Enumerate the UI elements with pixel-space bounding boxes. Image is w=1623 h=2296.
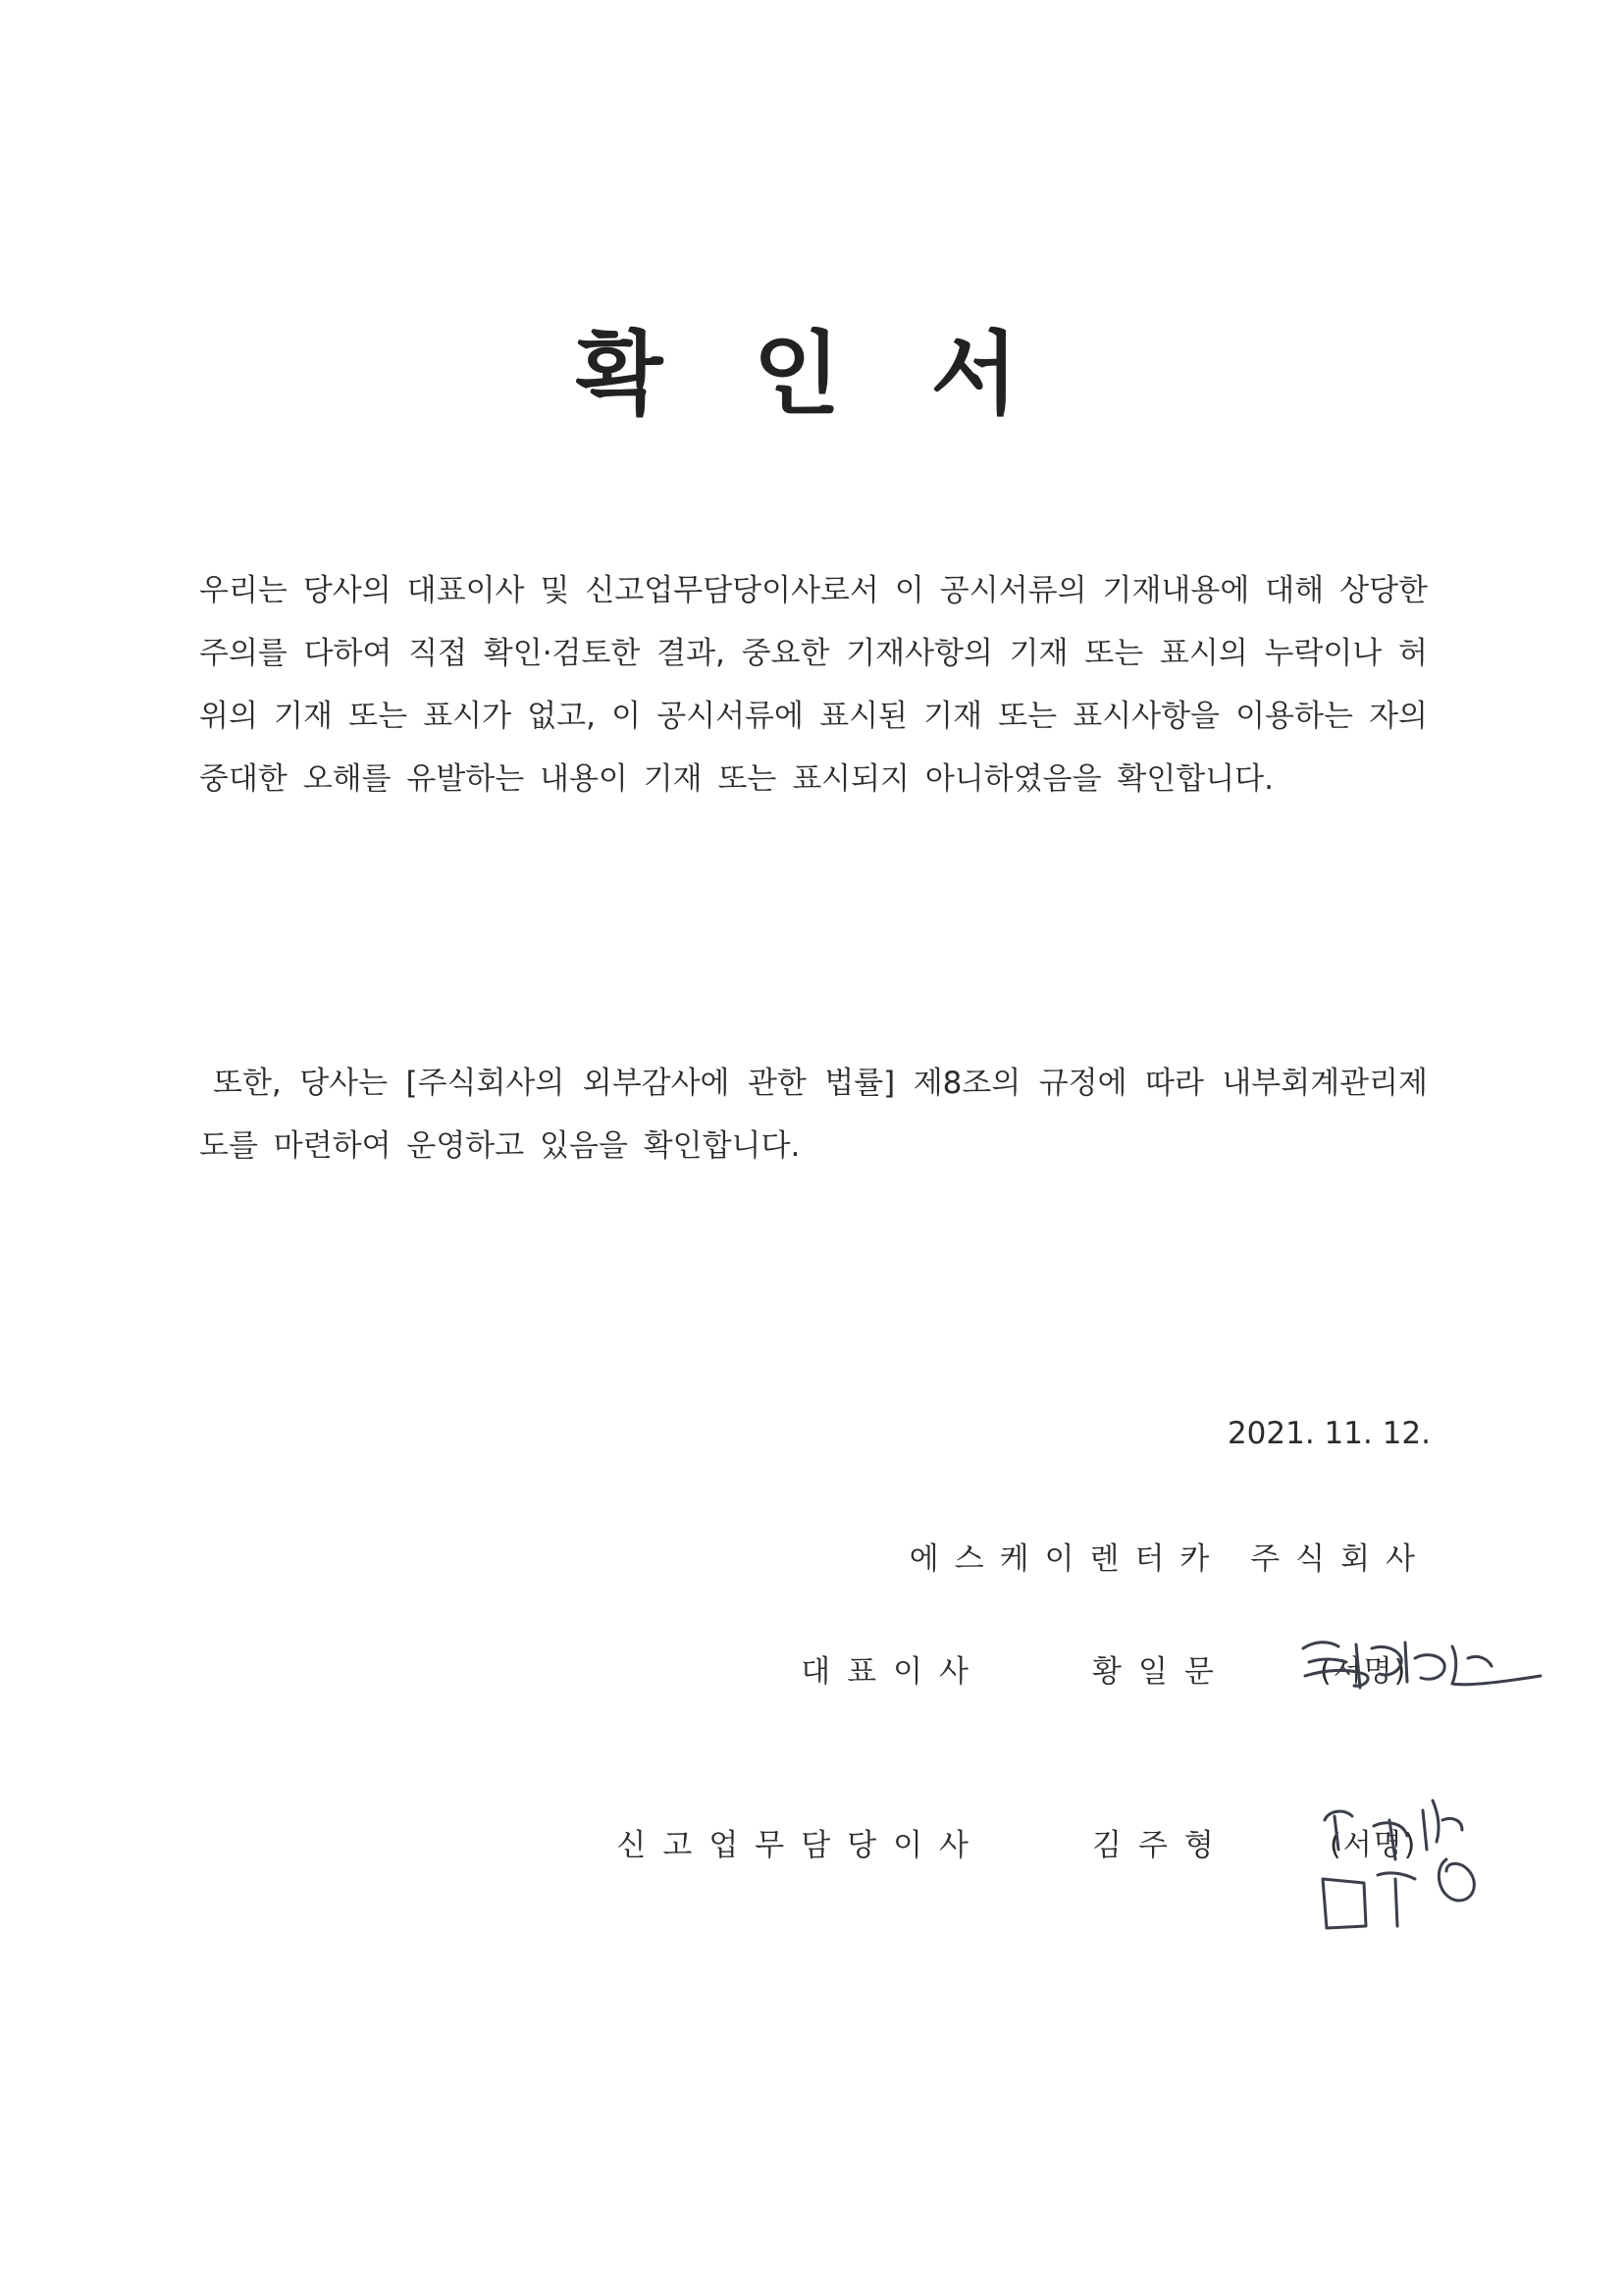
document-date: 2021. 11. 12.	[1227, 1416, 1431, 1451]
signer-role-ceo: 대표이사	[801, 1654, 985, 1690]
signer-role-cfo: 신고업무담당이사	[616, 1828, 985, 1863]
handwritten-signature-cfo	[1305, 1781, 1501, 1938]
company-name: 에스케이렌터카 주식회사	[909, 1541, 1431, 1577]
seal-label-ceo: (서명)	[1320, 1654, 1408, 1689]
signer-name-ceo: 황일문	[1092, 1654, 1230, 1690]
signer-name-cfo: 김주형	[1092, 1828, 1230, 1863]
internal-control-paragraph: 또한, 당사는 [주식회사의 외부감사에 관한 법률] 제8조의 규정에 따라 내부회계관리제도를 마련하여 운영하고 있음을 확인합니다.	[199, 1066, 1428, 1164]
confirmation-paragraph: 우리는 당사의 대표이사 및 신고업무담당이사로서 이 공시서류의 기재내용에 대해 상당한 주의를 다하여 직접 확인·검토한 결과, 중요한 기재사항의 기재 또는 표시의 누락이나 허위의 기재 또는 표시가 없고, 이 공시서류에 표시된 기재 또는 표시사항을 이용하는 자의 중대한 오해를 유발하는 내용이 기재 또는 표시되지 아니하였음을 확인합니다.	[199, 573, 1428, 797]
seal-label-cfo: (서명)	[1330, 1828, 1418, 1862]
document-title: 확 인 서	[575, 322, 1048, 427]
